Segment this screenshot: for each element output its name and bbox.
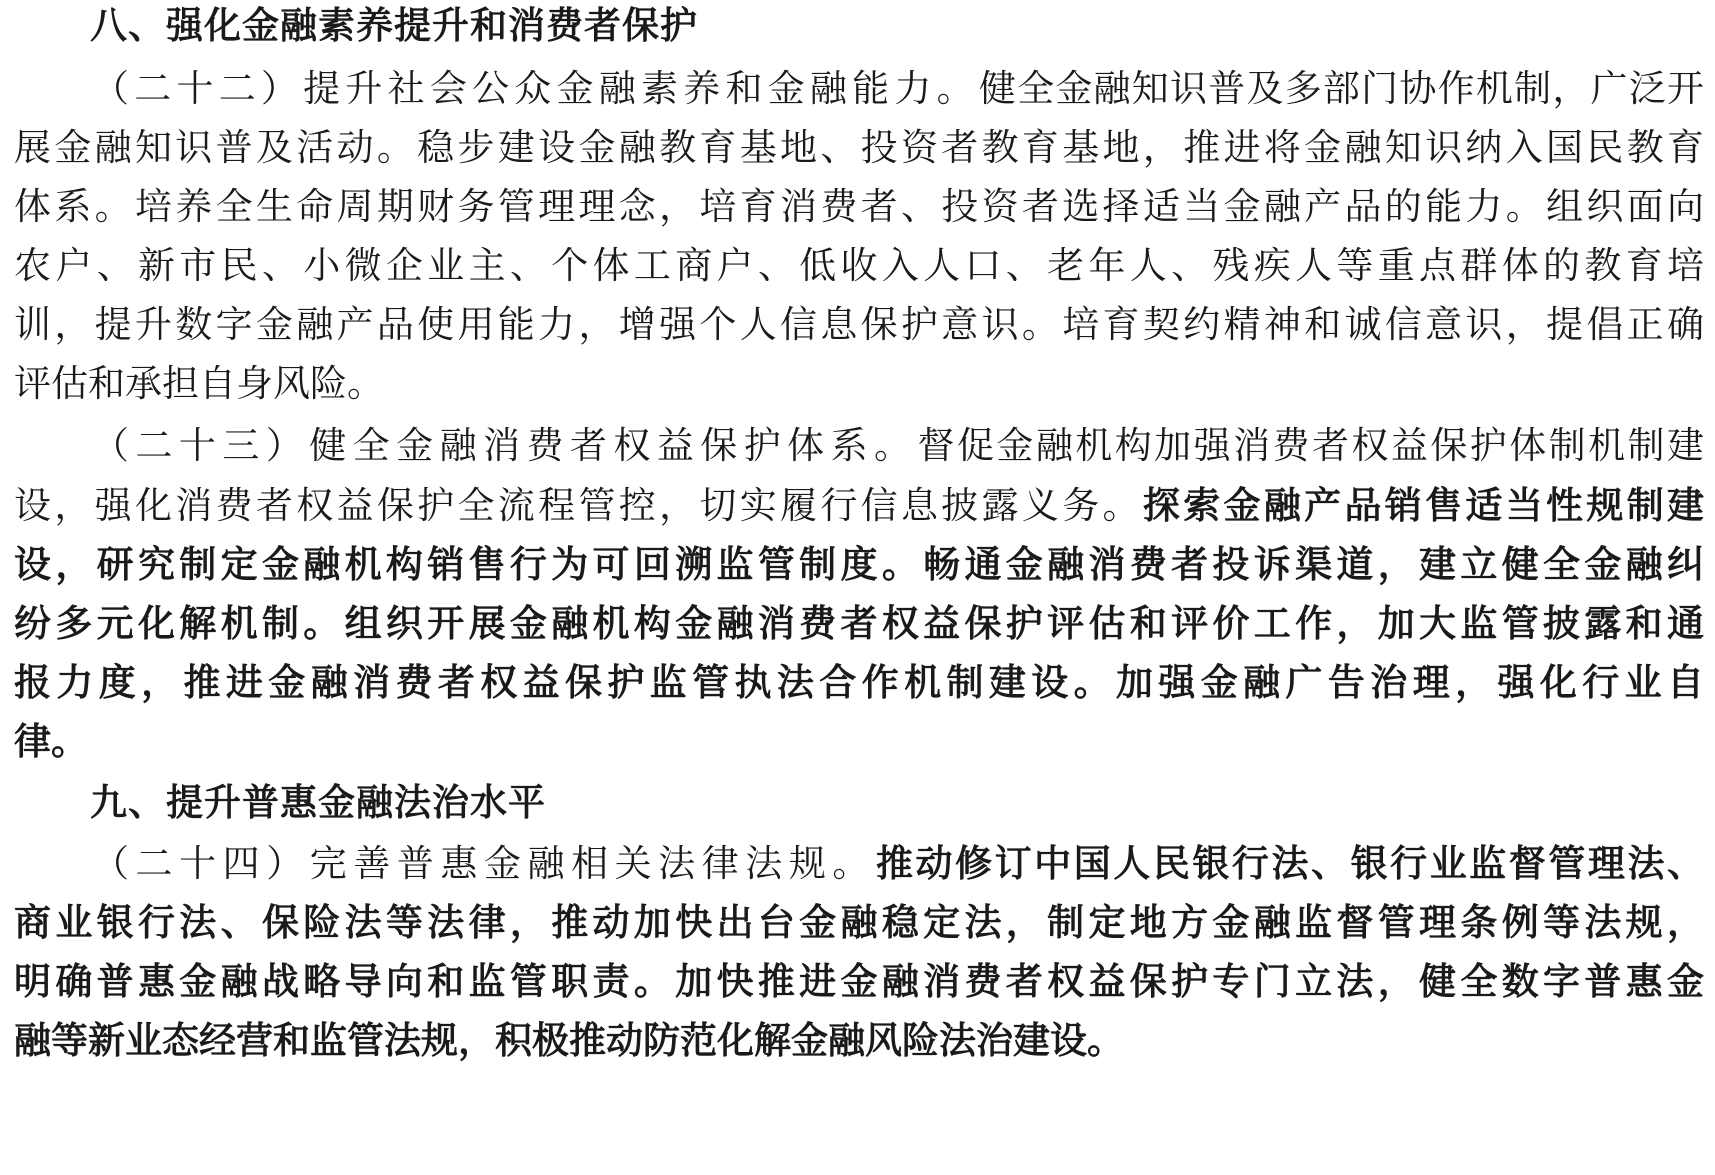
paragraph-23-line-4: 纷多元化解机制。组织开展金融机构金融消费者权益保护评估和评价工作，加大监管披露和通 — [14, 601, 1704, 645]
paragraph-23-line-6: 律。 — [14, 719, 88, 763]
paragraph-22-lead: （二十二）提升社会公众金融素养和金融能力。 — [92, 67, 979, 110]
paragraph-22-line-5: 训，提升数字金融产品使用能力，增强个人信息保护意识。培育契约精神和诚信意识，提倡正确 — [14, 303, 1704, 346]
section-heading-8: 八、强化金融素养提升和消费者保护 — [90, 3, 698, 47]
section-heading-9: 九、提升普惠金融法治水平 — [90, 780, 546, 824]
paragraph-23-line-1 — [92, 415, 1704, 477]
paragraph-23-lead: （二十三）健全金融消费者权益保护体系。 — [92, 424, 918, 467]
paragraph-22-line-1 — [92, 58, 1704, 120]
paragraph-23-line-5: 报力度，推进金融消费者权益保护监管执法合作机制建设。加强金融广告治理，强化行业自 — [14, 660, 1704, 704]
paragraph-24-line-2: 商业银行法、保险法等法律，推动加快出台金融稳定法，制定地方金融监督管理条例等法规， — [14, 900, 1704, 944]
paragraph-23-line-1-text: 督促金融机构加强消费者权益保护体制机制建 — [917, 424, 1704, 467]
paragraph-22-line-2: 展金融知识普及活动。稳步建设金融教育基地、投资者教育基地，推进将金融知识纳入国民教育 — [14, 126, 1704, 169]
paragraph-23-line-2 — [14, 474, 1704, 536]
paragraph-24-line-4: 融等新业态经营和监管法规，积极推动防范化解金融风险法治建设。 — [14, 1018, 1124, 1062]
paragraph-22-line-3: 体系。培养全生命周期财务管理理念，培育消费者、投资者选择适当金融产品的能力。组织面向 — [14, 185, 1704, 228]
paragraph-23-line-2-text: 设，强化消费者权益保护全流程管控，切实履行信息披露义务。 — [14, 484, 1143, 527]
paragraph-22-line-4: 农户、新市民、小微企业主、个体工商户、低收入人口、老年人、残疾人等重点群体的教育培 — [14, 244, 1704, 287]
paragraph-24-line-3: 明确普惠金融战略导向和监管职责。加快推进金融消费者权益保护专门立法，健全数字普惠金 — [14, 959, 1704, 1003]
paragraph-22-line-1-text: 健全金融知识普及多部门协作机制，广泛开 — [978, 67, 1705, 110]
paragraph-24-line-1 — [92, 832, 1704, 894]
paragraph-24-line-1-text: 推动修订中国人民银行法、银行业监督管理法、 — [875, 841, 1705, 885]
paragraph-23-line-2-bold: 探索金融产品销售适当性规制建 — [1142, 483, 1705, 527]
paragraph-22-line-6: 评估和承担自身风险。 — [14, 362, 384, 405]
paragraph-24-lead: （二十四）完善普惠金融相关法律法规。 — [92, 842, 876, 885]
paragraph-23-line-3: 设，研究制定金融机构销售行为可回溯监管制度。畅通金融消费者投诉渠道，建立健全金融纠 — [14, 542, 1704, 586]
